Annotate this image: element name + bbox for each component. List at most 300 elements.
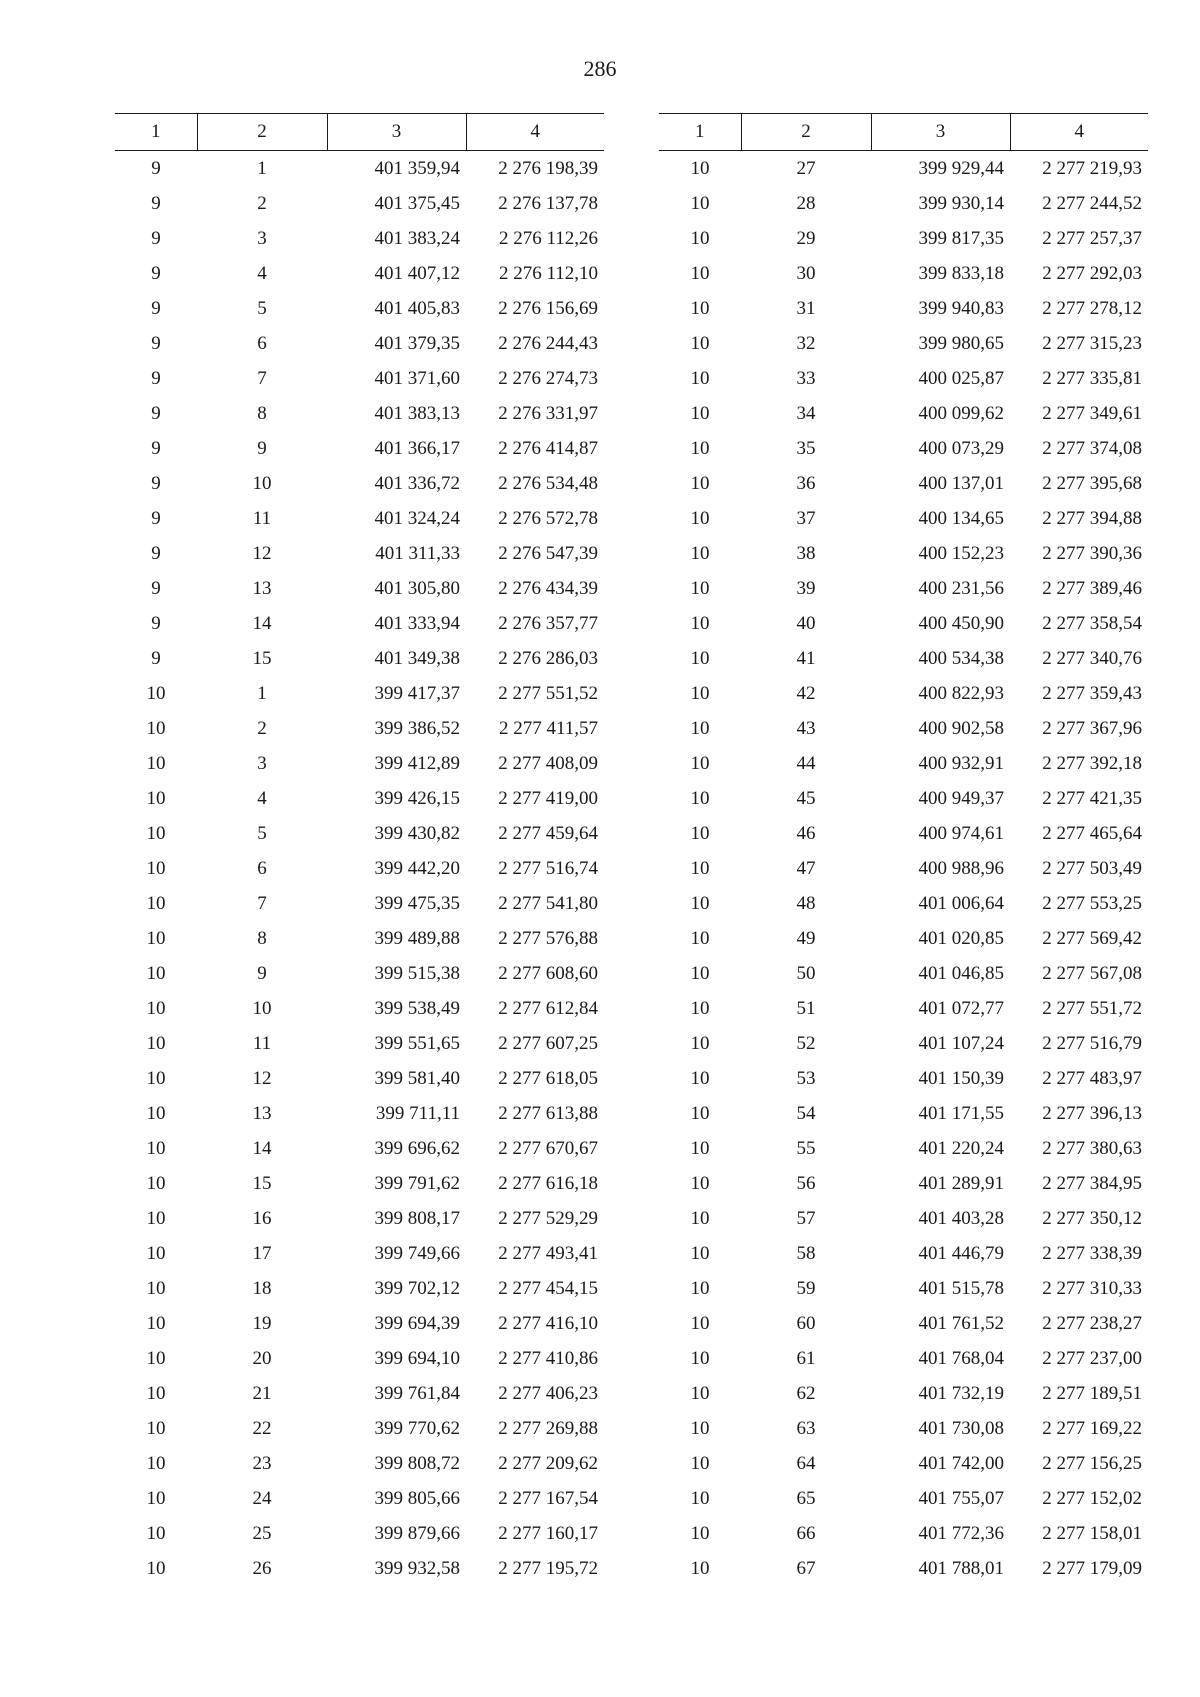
- cell-y: 2 277 394,88: [1042, 507, 1142, 529]
- cell-point: 58: [796, 1242, 816, 1264]
- cell-contour: 10: [690, 1032, 710, 1054]
- cell-contour: 10: [690, 1312, 710, 1334]
- cell-y: 2 277 315,23: [1042, 332, 1142, 354]
- table-row: [659, 396, 1148, 431]
- cell-contour: 10: [146, 962, 166, 984]
- cell-point: 38: [796, 542, 816, 564]
- cell-contour: 10: [146, 1382, 166, 1404]
- cell-x: 401 515,78: [918, 1277, 1004, 1299]
- cell-contour: 10: [690, 927, 710, 949]
- cell-x: 401 407,12: [374, 262, 460, 284]
- table-row: [659, 851, 1148, 886]
- page-number: 286: [583, 56, 617, 81]
- cell-point: 18: [252, 1277, 272, 1299]
- table-row: [115, 291, 604, 326]
- cell-contour: 9: [151, 542, 161, 564]
- cell-x: 401 305,80: [374, 577, 460, 599]
- cell-contour: 10: [690, 822, 710, 844]
- cell-point: 14: [252, 1137, 272, 1159]
- cell-contour: 10: [146, 1452, 166, 1474]
- cell-x: 401 761,52: [918, 1312, 1004, 1334]
- cell-contour: 10: [146, 1277, 166, 1299]
- cell-x: 401 405,83: [374, 297, 460, 319]
- header-row: [115, 114, 604, 151]
- cell-point: 28: [796, 192, 816, 214]
- table-row: [115, 536, 604, 571]
- cell-contour: 10: [690, 332, 710, 354]
- cell-point: 15: [252, 1172, 272, 1194]
- table-row: [659, 466, 1148, 501]
- table-row: [115, 781, 604, 816]
- cell-y: 2 277 516,74: [498, 857, 598, 879]
- cell-contour: 10: [690, 262, 710, 284]
- cell-contour: 9: [151, 297, 161, 319]
- cell-x: 399 702,12: [374, 1277, 460, 1299]
- cell-y: 2 277 160,17: [498, 1522, 598, 1544]
- cell-y: 2 277 421,35: [1042, 787, 1142, 809]
- table-row: [115, 746, 604, 781]
- table-row: [659, 991, 1148, 1026]
- table-row: [115, 151, 604, 187]
- cell-y: 2 276 547,39: [498, 542, 598, 564]
- cell-point: 61: [796, 1347, 816, 1369]
- cell-contour: 10: [690, 1102, 710, 1124]
- cell-y: 2 277 612,84: [498, 997, 598, 1019]
- cell-point: 4: [257, 262, 267, 284]
- cell-point: 14: [252, 612, 272, 634]
- cell-x: 401 379,35: [374, 332, 460, 354]
- table-row: [115, 326, 604, 361]
- cell-point: 5: [257, 822, 267, 844]
- table-row: [115, 1096, 604, 1131]
- cell-y: 2 277 158,01: [1042, 1522, 1142, 1544]
- cell-contour: 10: [690, 1207, 710, 1229]
- cell-y: 2 276 198,39: [498, 157, 598, 179]
- cell-x: 400 099,62: [918, 402, 1004, 424]
- cell-contour: 10: [146, 717, 166, 739]
- cell-point: 8: [257, 402, 267, 424]
- cell-y: 2 277 613,88: [498, 1102, 598, 1124]
- cell-y: 2 277 156,25: [1042, 1452, 1142, 1474]
- cell-x: 400 932,91: [918, 752, 1004, 774]
- table-row: [115, 256, 604, 291]
- cell-x: 399 932,58: [374, 1557, 460, 1579]
- cell-x: 399 386,52: [374, 717, 460, 739]
- cell-x: 401 371,60: [374, 367, 460, 389]
- cell-point: 55: [796, 1137, 816, 1159]
- column-header-4: 4: [466, 114, 604, 151]
- cell-y: 2 276 357,77: [498, 612, 598, 634]
- table-row: [115, 361, 604, 396]
- cell-contour: 10: [146, 1487, 166, 1509]
- cell-y: 2 277 195,72: [498, 1557, 598, 1579]
- table-row: [659, 1551, 1148, 1586]
- cell-contour: 10: [690, 682, 710, 704]
- table-row: [659, 1411, 1148, 1446]
- cell-y: 2 277 670,67: [498, 1137, 598, 1159]
- cell-y: 2 276 137,78: [498, 192, 598, 214]
- cell-point: 37: [796, 507, 816, 529]
- cell-contour: 10: [690, 1137, 710, 1159]
- cell-x: 400 988,96: [918, 857, 1004, 879]
- cell-y: 2 277 395,68: [1042, 472, 1142, 494]
- table-row: [659, 186, 1148, 221]
- cell-contour: 10: [146, 1522, 166, 1544]
- cell-y: 2 277 516,79: [1042, 1032, 1142, 1054]
- cell-x: 401 020,85: [918, 927, 1004, 949]
- cell-contour: 10: [690, 1172, 710, 1194]
- cell-y: 2 277 152,02: [1042, 1487, 1142, 1509]
- cell-y: 2 277 367,96: [1042, 717, 1142, 739]
- cell-contour: 10: [690, 1277, 710, 1299]
- table-row: [659, 641, 1148, 676]
- cell-point: 62: [796, 1382, 816, 1404]
- cell-point: 56: [796, 1172, 816, 1194]
- cell-point: 42: [796, 682, 816, 704]
- cell-point: 47: [796, 857, 816, 879]
- cell-x: 400 134,65: [918, 507, 1004, 529]
- cell-y: 2 277 292,03: [1042, 262, 1142, 284]
- table-row: [115, 1061, 604, 1096]
- cell-x: 400 231,56: [918, 577, 1004, 599]
- cell-x: 400 025,87: [918, 367, 1004, 389]
- cell-x: 399 980,65: [918, 332, 1004, 354]
- cell-point: 44: [796, 752, 816, 774]
- cell-x: 399 417,37: [374, 682, 460, 704]
- cell-point: 1: [257, 157, 267, 179]
- cell-contour: 10: [690, 717, 710, 739]
- table-row: [659, 1201, 1148, 1236]
- table-row: [115, 641, 604, 676]
- cell-point: 30: [796, 262, 816, 284]
- cell-point: 7: [257, 892, 267, 914]
- cell-point: 12: [252, 1067, 272, 1089]
- cell-y: 2 277 503,49: [1042, 857, 1142, 879]
- cell-y: 2 277 541,80: [498, 892, 598, 914]
- cell-point: 46: [796, 822, 816, 844]
- cell-x: 399 817,35: [918, 227, 1004, 249]
- table-row: [115, 851, 604, 886]
- cell-y: 2 277 607,25: [498, 1032, 598, 1054]
- cell-point: 36: [796, 472, 816, 494]
- cell-point: 43: [796, 717, 816, 739]
- cell-contour: 9: [151, 262, 161, 284]
- cell-x: 399 694,10: [374, 1347, 460, 1369]
- table-row: [659, 676, 1148, 711]
- coordinates-table-left: [115, 113, 604, 1586]
- cell-y: 2 277 374,08: [1042, 437, 1142, 459]
- cell-point: 13: [252, 1102, 272, 1124]
- cell-point: 6: [257, 332, 267, 354]
- cell-y: 2 277 493,41: [498, 1242, 598, 1264]
- table-row: [115, 1306, 604, 1341]
- cell-y: 2 277 380,63: [1042, 1137, 1142, 1159]
- cell-contour: 10: [146, 997, 166, 1019]
- cell-point: 39: [796, 577, 816, 599]
- table-row: [115, 1446, 604, 1481]
- cell-x: 399 475,35: [374, 892, 460, 914]
- table-row: [115, 466, 604, 501]
- cell-x: 401 446,79: [918, 1242, 1004, 1264]
- cell-point: 32: [796, 332, 816, 354]
- table-row: [115, 886, 604, 921]
- column-header-2: 2: [197, 114, 327, 151]
- cell-x: 399 430,82: [374, 822, 460, 844]
- table-row: [115, 1551, 604, 1586]
- cell-point: 19: [252, 1312, 272, 1334]
- table-header: [659, 114, 1148, 151]
- cell-point: 7: [257, 367, 267, 389]
- cell-x: 401 349,38: [374, 647, 460, 669]
- cell-x: 401 366,17: [374, 437, 460, 459]
- table-body: [115, 151, 604, 1587]
- table-row: [659, 256, 1148, 291]
- cell-x: 399 412,89: [374, 752, 460, 774]
- table-row: [115, 1376, 604, 1411]
- cell-x: 400 949,37: [918, 787, 1004, 809]
- cell-point: 63: [796, 1417, 816, 1439]
- cell-x: 401 333,94: [374, 612, 460, 634]
- cell-x: 400 822,93: [918, 682, 1004, 704]
- cell-x: 399 711,11: [375, 1102, 460, 1124]
- table-row: [659, 431, 1148, 466]
- cell-point: 24: [252, 1487, 272, 1509]
- cell-point: 21: [252, 1382, 272, 1404]
- cell-contour: 10: [690, 227, 710, 249]
- cell-point: 6: [257, 857, 267, 879]
- cell-y: 2 277 569,42: [1042, 927, 1142, 949]
- table-row: [115, 186, 604, 221]
- cell-point: 3: [257, 752, 267, 774]
- cell-y: 2 277 209,62: [498, 1452, 598, 1474]
- cell-y: 2 277 169,22: [1042, 1417, 1142, 1439]
- cell-contour: 9: [151, 332, 161, 354]
- cell-y: 2 277 576,88: [498, 927, 598, 949]
- table-row: [659, 956, 1148, 991]
- table-row: [115, 501, 604, 536]
- table-row: [659, 816, 1148, 851]
- cell-y: 2 277 335,81: [1042, 367, 1142, 389]
- cell-contour: 10: [690, 752, 710, 774]
- cell-point: 10: [252, 997, 272, 1019]
- cell-contour: 9: [151, 612, 161, 634]
- cell-x: 401 359,94: [374, 157, 460, 179]
- cell-contour: 10: [690, 1382, 710, 1404]
- table-row: [115, 711, 604, 746]
- cell-contour: 10: [690, 1242, 710, 1264]
- table-row: [115, 606, 604, 641]
- cell-y: 2 277 340,76: [1042, 647, 1142, 669]
- cell-contour: 10: [146, 682, 166, 704]
- cell-x: 401 150,39: [918, 1067, 1004, 1089]
- cell-x: 399 515,38: [374, 962, 460, 984]
- cell-y: 2 277 529,29: [498, 1207, 598, 1229]
- cell-contour: 10: [146, 1242, 166, 1264]
- cell-contour: 10: [146, 1417, 166, 1439]
- cell-y: 2 277 338,39: [1042, 1242, 1142, 1264]
- cell-x: 401 742,00: [918, 1452, 1004, 1474]
- cell-x: 401 755,07: [918, 1487, 1004, 1509]
- table-row: [115, 396, 604, 431]
- table-row: [659, 1026, 1148, 1061]
- cell-y: 2 277 237,00: [1042, 1347, 1142, 1369]
- cell-contour: 9: [151, 472, 161, 494]
- cell-point: 31: [796, 297, 816, 319]
- cell-y: 2 277 359,43: [1042, 682, 1142, 704]
- cell-x: 399 749,66: [374, 1242, 460, 1264]
- cell-contour: 10: [146, 822, 166, 844]
- cell-contour: 9: [151, 437, 161, 459]
- cell-y: 2 277 392,18: [1042, 752, 1142, 774]
- cell-point: 64: [796, 1452, 816, 1474]
- cell-point: 54: [796, 1102, 816, 1124]
- table-row: [115, 921, 604, 956]
- cell-x: 399 791,62: [374, 1172, 460, 1194]
- table-row: [659, 221, 1148, 256]
- cell-contour: 10: [146, 1557, 166, 1579]
- table-row: [115, 1026, 604, 1061]
- cell-y: 2 277 454,15: [498, 1277, 598, 1299]
- table-row: [659, 501, 1148, 536]
- table-row: [115, 221, 604, 256]
- cell-x: 400 534,38: [918, 647, 1004, 669]
- cell-contour: 10: [690, 472, 710, 494]
- cell-point: 2: [257, 192, 267, 214]
- cell-point: 23: [252, 1452, 272, 1474]
- cell-y: 2 277 567,08: [1042, 962, 1142, 984]
- cell-y: 2 277 358,54: [1042, 612, 1142, 634]
- table-row: [115, 816, 604, 851]
- cell-contour: 9: [151, 507, 161, 529]
- cell-point: 33: [796, 367, 816, 389]
- cell-x: 399 581,40: [374, 1067, 460, 1089]
- table-row: [659, 1341, 1148, 1376]
- cell-contour: 10: [690, 647, 710, 669]
- cell-x: 399 929,44: [918, 157, 1004, 179]
- cell-y: 2 277 408,09: [498, 752, 598, 774]
- table-header: [115, 114, 604, 151]
- cell-contour: 9: [151, 367, 161, 389]
- cell-contour: 10: [146, 1102, 166, 1124]
- cell-contour: 10: [690, 962, 710, 984]
- cell-x: 399 808,17: [374, 1207, 460, 1229]
- cell-contour: 10: [146, 892, 166, 914]
- cell-contour: 10: [146, 1172, 166, 1194]
- cell-x: 401 046,85: [918, 962, 1004, 984]
- cell-contour: 10: [690, 1487, 710, 1509]
- cell-y: 2 276 112,10: [498, 262, 598, 284]
- cell-x: 399 833,18: [918, 262, 1004, 284]
- table-row: [659, 1271, 1148, 1306]
- cell-y: 2 277 411,57: [498, 717, 598, 739]
- cell-y: 2 277 310,33: [1042, 1277, 1142, 1299]
- cell-y: 2 277 219,93: [1042, 157, 1142, 179]
- cell-contour: 10: [690, 1067, 710, 1089]
- cell-x: 399 770,62: [374, 1417, 460, 1439]
- cell-contour: 9: [151, 577, 161, 599]
- cell-point: 17: [252, 1242, 272, 1264]
- cell-x: 400 073,29: [918, 437, 1004, 459]
- table-row: [659, 746, 1148, 781]
- table-row: [115, 1236, 604, 1271]
- cell-point: 3: [257, 227, 267, 249]
- cell-point: 25: [252, 1522, 272, 1544]
- cell-point: 4: [257, 787, 267, 809]
- cell-contour: 10: [690, 787, 710, 809]
- cell-point: 34: [796, 402, 816, 424]
- cell-contour: 9: [151, 647, 161, 669]
- cell-x: 399 551,65: [374, 1032, 460, 1054]
- table-row: [115, 1201, 604, 1236]
- cell-point: 11: [252, 1032, 272, 1054]
- cell-contour: 10: [690, 612, 710, 634]
- cell-x: 400 137,01: [918, 472, 1004, 494]
- cell-x: 399 930,14: [918, 192, 1004, 214]
- table-row: [115, 991, 604, 1026]
- table-row: [659, 1306, 1148, 1341]
- table-row: [659, 781, 1148, 816]
- cell-y: 2 277 384,95: [1042, 1172, 1142, 1194]
- cell-x: 401 072,77: [918, 997, 1004, 1019]
- cell-point: 49: [796, 927, 816, 949]
- cell-x: 399 426,15: [374, 787, 460, 809]
- cell-x: 401 311,33: [375, 542, 460, 564]
- table-row: [115, 1341, 604, 1376]
- cell-contour: 10: [690, 997, 710, 1019]
- cell-contour: 10: [690, 577, 710, 599]
- cell-y: 2 277 419,00: [498, 787, 598, 809]
- table-row: [659, 606, 1148, 641]
- cell-contour: 9: [151, 402, 161, 424]
- column-header-3: 3: [871, 114, 1010, 151]
- cell-point: 16: [252, 1207, 272, 1229]
- table-row: [659, 291, 1148, 326]
- cell-y: 2 277 189,51: [1042, 1382, 1142, 1404]
- cell-y: 2 276 434,39: [498, 577, 598, 599]
- cell-x: 401 403,28: [918, 1207, 1004, 1229]
- table-row: [659, 571, 1148, 606]
- cell-contour: 10: [146, 1137, 166, 1159]
- table-row: [659, 1131, 1148, 1166]
- table-row: [659, 1516, 1148, 1551]
- cell-x: 401 171,55: [918, 1102, 1004, 1124]
- cell-x: 401 383,13: [374, 402, 460, 424]
- cell-point: 27: [796, 157, 816, 179]
- cell-contour: 10: [690, 892, 710, 914]
- table-row: [659, 886, 1148, 921]
- table-row: [115, 1271, 604, 1306]
- cell-x: 401 768,04: [918, 1347, 1004, 1369]
- cell-contour: 9: [151, 157, 161, 179]
- cell-point: 5: [257, 297, 267, 319]
- cell-x: 401 336,72: [374, 472, 460, 494]
- cell-y: 2 277 406,23: [498, 1382, 598, 1404]
- cell-point: 13: [252, 577, 272, 599]
- cell-x: 401 772,36: [918, 1522, 1004, 1544]
- table-row: [659, 1376, 1148, 1411]
- cell-y: 2 277 167,54: [498, 1487, 598, 1509]
- cell-y: 2 277 416,10: [498, 1312, 598, 1334]
- table-row: [659, 151, 1148, 187]
- cell-point: 40: [796, 612, 816, 634]
- cell-x: 399 940,83: [918, 297, 1004, 319]
- cell-y: 2 277 349,61: [1042, 402, 1142, 424]
- cell-point: 66: [796, 1522, 816, 1544]
- cell-contour: 10: [146, 1312, 166, 1334]
- cell-x: 401 107,24: [918, 1032, 1004, 1054]
- table-row: [115, 1516, 604, 1551]
- column-header-1: 1: [115, 114, 197, 151]
